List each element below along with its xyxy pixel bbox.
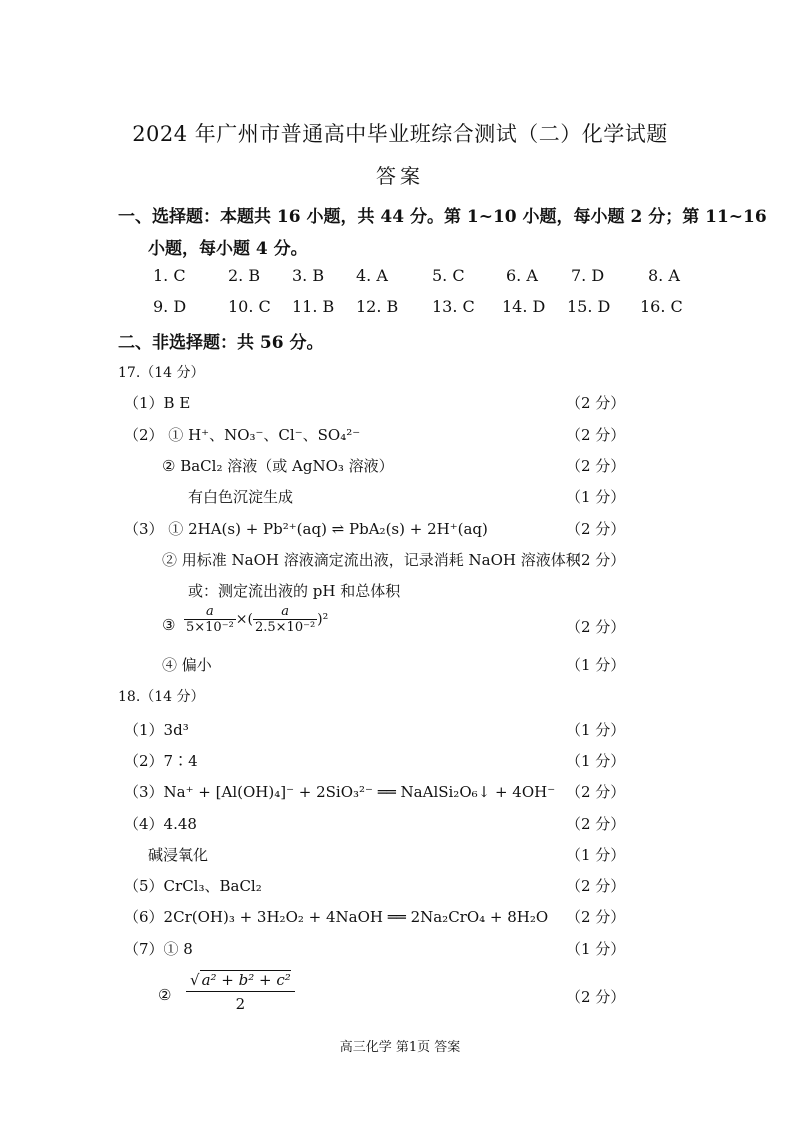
q17-line: （3） ① 2HA(s) + Pb²⁺(aq) ⇌ PbA₂(s) + 2H⁺(aq) bbox=[124, 520, 488, 538]
section2-heading: 二、非选择题：共 56 分。 bbox=[118, 333, 324, 353]
q18-header: 18.（14 分） bbox=[118, 689, 205, 705]
q18-score: （1 分） bbox=[566, 940, 626, 958]
q17-score: （2 分） bbox=[566, 551, 626, 569]
q18-line: （5）CrCl₃、BaCl₂ bbox=[124, 877, 262, 895]
mcq-answer: 3. B bbox=[292, 266, 325, 285]
fraction-denominator: 2.5×10⁻² bbox=[254, 620, 316, 635]
mcq-answer: 5. C bbox=[432, 266, 465, 285]
q18-line: （3）Na⁺ + [Al(OH)₄]⁻ + 2SiO₃²⁻ ══ NaAlSi₂O₆↓ + 4OH⁻ bbox=[124, 783, 556, 801]
fraction bbox=[253, 604, 317, 635]
q18-score: （1 分） bbox=[566, 846, 626, 864]
fraction-numerator: a bbox=[206, 604, 214, 619]
sqrt-fraction bbox=[186, 970, 295, 1013]
formula-times: ×( bbox=[235, 611, 253, 628]
q18-line: ② bbox=[158, 986, 172, 1004]
mcq-answer: 9. D bbox=[153, 297, 187, 316]
q18-score: （1 分） bbox=[566, 752, 626, 770]
q18-line: （1）3d³ bbox=[124, 721, 189, 739]
q17-line: ② 用标准 NaOH 溶液滴定流出液，记录消耗 NaOH 溶液体积 bbox=[162, 551, 581, 569]
q17-score: （2 分） bbox=[566, 520, 626, 538]
q17-line: ④ 偏小 bbox=[162, 656, 212, 674]
q17-line: 有白色沉淀生成 bbox=[188, 488, 294, 506]
q18-sqrt-formula bbox=[186, 970, 295, 1013]
mcq-answer: 14. D bbox=[502, 297, 546, 316]
q18-score: （2 分） bbox=[566, 815, 626, 833]
q18-line: （7）① 8 bbox=[124, 940, 193, 958]
q17-score: （2 分） bbox=[566, 618, 626, 636]
sqrt-radicand: a² + b² + c² bbox=[201, 971, 291, 989]
q18-score: （2 分） bbox=[566, 908, 626, 926]
q18-line: （2）7∶4 bbox=[124, 752, 198, 770]
page-footer: 高三化学 第1页 答案 bbox=[339, 1040, 461, 1055]
mcq-answer: 15. D bbox=[567, 297, 611, 316]
q17-header: 17.（14 分） bbox=[118, 365, 205, 381]
mcq-answer: 7. D bbox=[571, 266, 605, 285]
fraction-denominator: 5×10⁻² bbox=[186, 620, 234, 635]
q18-line: 碱浸氧化 bbox=[148, 846, 209, 864]
q17-formula bbox=[184, 604, 328, 635]
q17-line: ② BaCl₂ 溶液（或 AgNO₃ 溶液） bbox=[162, 457, 394, 475]
q17-score: （1 分） bbox=[566, 488, 626, 506]
section1-heading-line2: 小题，每小题 4 分。 bbox=[148, 239, 308, 259]
q18-score: （2 分） bbox=[566, 877, 626, 895]
fraction bbox=[184, 604, 236, 635]
q18-line: （6）2Cr(OH)₃ + 3H₂O₂ + 4NaOH ══ 2Na₂CrO₄ + 8H₂O bbox=[124, 908, 549, 926]
section1-heading-line1: 一、选择题：本题共 16 小题，共 44 分。第 1~10 小题，每小题 2 分；第 11~16 bbox=[118, 207, 767, 227]
mcq-answer: 11. B bbox=[292, 297, 335, 316]
fraction-numerator: a bbox=[281, 604, 289, 619]
mcq-answer: 8. A bbox=[648, 266, 680, 285]
mcq-answer: 6. A bbox=[506, 266, 538, 285]
mcq-answer: 2. B bbox=[228, 266, 261, 285]
q17-score: （2 分） bbox=[566, 426, 626, 444]
q17-line: （1）B E bbox=[124, 394, 191, 412]
q18-score: （2 分） bbox=[566, 988, 626, 1006]
mcq-answer: 4. A bbox=[356, 266, 388, 285]
q18-line: （4）4.48 bbox=[124, 815, 197, 833]
q17-line: 或：测定流出液的 pH 和总体积 bbox=[188, 582, 401, 600]
q17-score: （2 分） bbox=[566, 457, 626, 475]
q17-score: （1 分） bbox=[566, 656, 626, 674]
q17-line: （2） ① H⁺、NO₃⁻、Cl⁻、SO₄²⁻ bbox=[124, 426, 361, 444]
mcq-answer: 12. B bbox=[356, 297, 399, 316]
formula-close: )² bbox=[317, 611, 329, 628]
mcq-answer: 10. C bbox=[228, 297, 271, 316]
page-subtitle: 答案 bbox=[376, 164, 424, 188]
q17-line: ③ bbox=[162, 616, 176, 634]
q18-score: （2 分） bbox=[566, 783, 626, 801]
mcq-answer: 13. C bbox=[432, 297, 475, 316]
q17-score: （2 分） bbox=[566, 394, 626, 412]
mcq-answer: 1. C bbox=[153, 266, 186, 285]
mcq-answer: 16. C bbox=[640, 297, 683, 316]
page-title: 2024 年广州市普通高中毕业班综合测试（二）化学试题 bbox=[132, 122, 668, 146]
sqrt-denominator: 2 bbox=[235, 995, 246, 1013]
q18-score: （1 分） bbox=[566, 721, 626, 739]
sqrt-numerator: √ a² + b² + c² bbox=[186, 970, 295, 992]
